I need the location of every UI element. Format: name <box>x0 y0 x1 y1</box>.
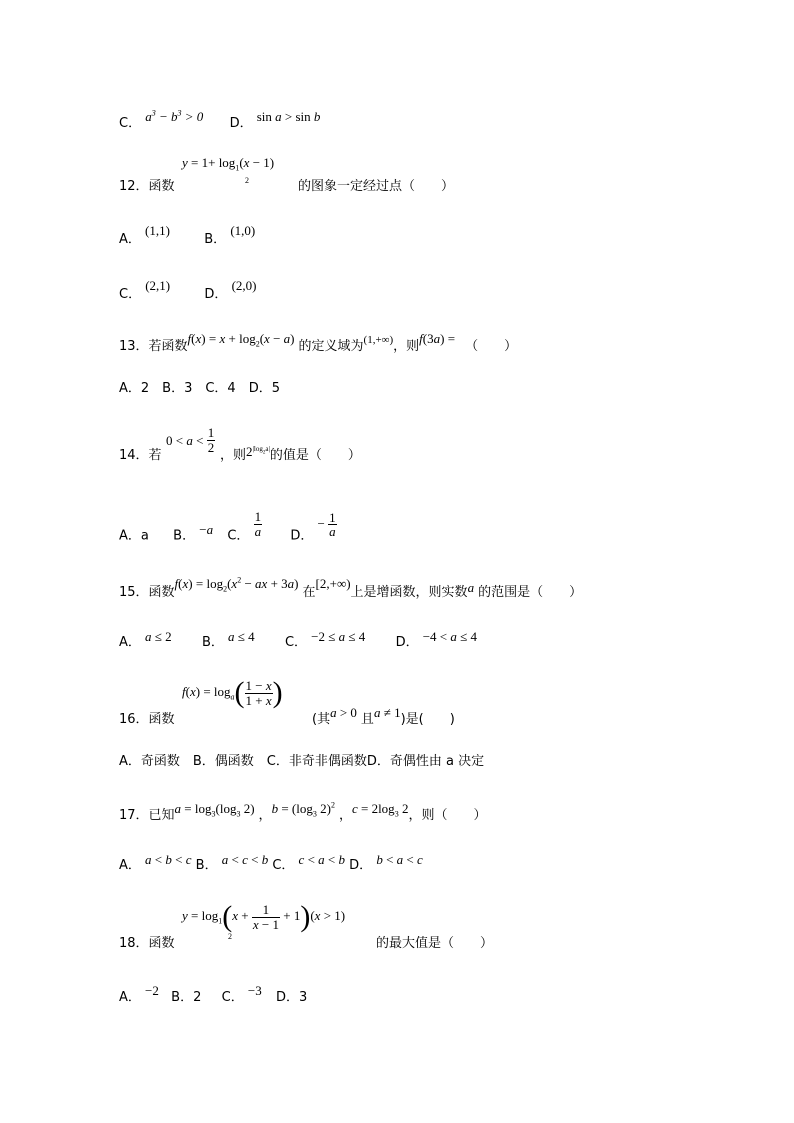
q17-comma2: ， <box>338 808 352 823</box>
q12-number: 12．函数 <box>119 179 175 194</box>
q17-options <box>119 854 423 873</box>
q14-a-label: A．a <box>119 528 149 544</box>
q11-c-expr-text <box>0 0 1 1</box>
q15-number: 15．函数 <box>119 585 175 600</box>
q18-b-label: B．2 <box>171 990 202 1005</box>
q15-d-label: D． <box>395 635 419 650</box>
q14-b-label: B． <box>173 528 196 544</box>
q18-d-label: D．3 <box>276 990 308 1005</box>
q18-a-label: A． <box>119 990 141 1005</box>
q12-a-value: (1,1) <box>145 223 170 238</box>
q12-c-value: (2,1) <box>145 278 171 293</box>
q11-option-row <box>119 108 321 131</box>
q14-expr: $2^{|log_2a|}$ <box>246 444 270 459</box>
q18-options <box>119 983 308 1005</box>
q14-stem-rest <box>220 444 361 463</box>
q14-condition: 0 < a < $\frac{1}{2}$ <box>166 425 215 455</box>
q12-d-label: D． <box>204 287 228 302</box>
q14-options <box>119 509 337 551</box>
q16-number: 16．函数 <box>119 712 175 727</box>
q15-c-label: C． <box>284 635 308 650</box>
q17-c-label: C． <box>272 858 295 873</box>
q15-b-value: a ≤ 4 <box>228 629 255 644</box>
q17-a-value: a < b < c <box>145 852 192 867</box>
q16-tail: )是( ) <box>400 712 455 727</box>
q18-a-value: −2 <box>145 983 159 998</box>
q11-d-expr: sin a > sin b <box>256 109 321 124</box>
q17-def-a: $a = \log_3(\log_3$ 2) <box>174 801 255 819</box>
q17-d-label: D． <box>349 858 373 873</box>
formula-text-mirror <box>0 0 1 1</box>
q12-log-base-denominator: 2 <box>245 176 249 185</box>
q18-formula: $y = \log_1(x$ + $\frac{1}{x - 1}$ + 1)(x > 1) <box>182 900 346 933</box>
q15-tail2: 的范围是（ ） <box>478 585 583 600</box>
q18-c-value: −3 <box>247 983 262 998</box>
q15-a-label: A． <box>119 635 141 650</box>
q16-formula: $f(x) = \log_a$( $\frac{1 - x}{1 + x}$ ) <box>182 676 283 709</box>
q14-b-value: −a <box>199 521 214 537</box>
q18-number: 18．函数 <box>119 936 175 951</box>
q13-options: A．2 B．3 C．4 D．5 <box>119 381 280 396</box>
q16-cond1: a > 0 <box>330 705 357 720</box>
q14-then: ，则 <box>220 448 247 463</box>
q14-c-value: $\frac{1}{a}$ <box>254 509 262 539</box>
q15-zai: 在 <box>302 585 316 600</box>
q13-stem <box>119 331 518 356</box>
q15-tail: 上是增函数，则实数 <box>350 585 468 600</box>
q18-log-base-denominator: 2 <box>228 932 232 941</box>
q15-a-value: a ≤ 2 <box>145 629 172 644</box>
q14-stem <box>119 444 162 463</box>
q17-tail: ，则（ ） <box>408 808 487 823</box>
q15-options <box>119 631 477 650</box>
q12-b-value: (1,0) <box>230 223 256 238</box>
q17-b-label: B． <box>195 858 218 873</box>
q15-stem <box>119 575 583 602</box>
q16-qi: (其 <box>312 712 331 727</box>
q18-number-line <box>119 932 175 951</box>
q17-d-value: b < a < c <box>376 852 423 867</box>
q16-number-line <box>119 708 175 727</box>
q13-paren: （ ） <box>465 339 518 354</box>
q12-b-label: B． <box>204 232 227 247</box>
q13-domain: (1,+∞) <box>363 334 394 346</box>
q11-d-label: D． <box>229 116 253 131</box>
q12-a-label: A． <box>119 232 141 247</box>
q13-then: ，则 <box>393 339 420 354</box>
q17-def-c: $c = 2\log_3$ 2 <box>351 801 409 819</box>
q17-c-value: c < a < b <box>298 852 346 867</box>
q12-c-label: C． <box>119 287 142 302</box>
q18-c-label: C． <box>221 990 244 1005</box>
q13-mid: 的定义域为 <box>298 339 364 354</box>
q12-stem <box>119 175 175 194</box>
q13-formula: $f(x) = x + \log_2(x - a)$ <box>187 331 295 349</box>
q14-c-label: C． <box>227 528 250 544</box>
q16-qie: 且 <box>360 712 374 727</box>
q15-var: a <box>467 580 475 595</box>
q17-comma1: ， <box>258 808 272 823</box>
q14-d-label: D． <box>290 528 314 544</box>
q11-c-expr: $a^3 - b^3 > 0$ <box>145 108 204 124</box>
q12-options-ab <box>119 223 256 247</box>
q15-d-value: −4 < a ≤ 4 <box>422 629 478 644</box>
q15-c-value: −2 ≤ a ≤ 4 <box>311 629 366 644</box>
q13-number: 13．若函数 <box>119 339 188 354</box>
q12-formula: $y = 1+ \log_1(x - 1)$ <box>182 155 275 173</box>
q14-d-value: − $\frac{1}{a}$ <box>317 509 336 540</box>
q14-tail: 的值是（ ） <box>269 448 361 463</box>
q17-number: 17．已知 <box>119 808 175 823</box>
q16-stem-rest <box>312 705 455 727</box>
q11-c-label: C． <box>119 116 142 131</box>
q15-b-label: B． <box>201 635 224 650</box>
q17-stem <box>119 800 487 825</box>
q12-stem-tail: 的图象一定经过点（ ） <box>298 179 455 194</box>
q12-options-cd <box>119 278 257 302</box>
q16-cond2: a ≠ 1 <box>373 705 401 720</box>
q15-interval: [2,+∞) <box>315 576 351 591</box>
q12-d-value: (2,0) <box>231 278 257 293</box>
q16-options: A．奇函数 B．偶函数 C．非奇非偶函数D．奇偶性由 a 决定 <box>119 754 485 769</box>
q18-tail: 的最大值是（ ） <box>376 936 494 951</box>
q17-b-value: a < c < b <box>221 852 269 867</box>
q14-number: 14．若 <box>119 448 162 463</box>
q17-def-b: $b = (\log_3$ 2)$^2$ <box>271 800 335 819</box>
q17-a-label: A． <box>119 858 141 873</box>
q13-f3a: f(3a) = <box>419 331 456 346</box>
q15-formula: $f(x) = \log_2(x^2$ − ax + 3a) <box>174 575 299 594</box>
